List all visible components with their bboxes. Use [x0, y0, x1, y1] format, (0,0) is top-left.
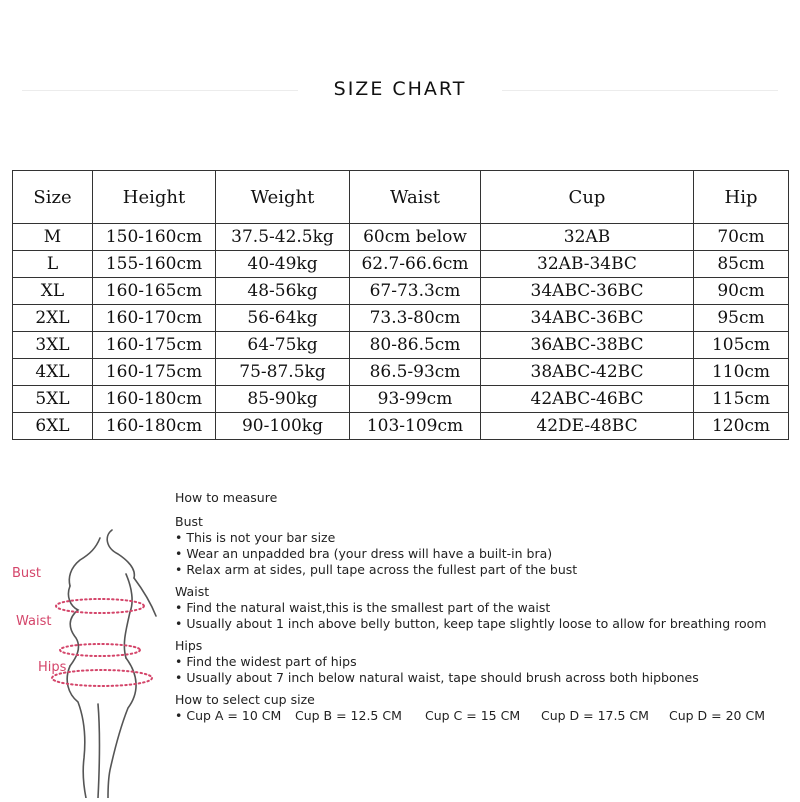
hips-label: Hips — [38, 660, 67, 675]
header-height: Height — [93, 171, 216, 224]
cell-waist: 67-73.3cm — [350, 278, 481, 305]
cup-list — [175, 708, 795, 724]
cell-waist: 62.7-66.6cm — [350, 251, 481, 278]
cell-weight: 48-56kg — [216, 278, 350, 305]
cup-heading: How to select cup size — [175, 692, 315, 707]
cup-item: Cup D = 17.5 CM — [541, 708, 649, 723]
cell-size: M — [13, 224, 93, 251]
cell-weight: 37.5-42.5kg — [216, 224, 350, 251]
title-bar — [0, 78, 800, 102]
cell-waist: 80-86.5cm — [350, 332, 481, 359]
table-row — [13, 305, 789, 332]
cell-cup: 34ABC-36BC — [481, 278, 694, 305]
cup-item: Cup D = 20 CM — [669, 708, 765, 723]
hips-heading: Hips — [175, 638, 203, 653]
cell-waist: 93-99cm — [350, 386, 481, 413]
waist-item: • Usually about 1 inch above belly button, keep tape slightly loose to allow for breathing room — [175, 616, 767, 631]
waist-item: • Find the natural waist,this is the smallest part of the waist — [175, 600, 551, 615]
cell-cup: 34ABC-36BC — [481, 305, 694, 332]
bust-item: • Wear an unpadded bra (your dress will have a built-in bra) — [175, 546, 553, 561]
cell-waist: 103-109cm — [350, 413, 481, 440]
cell-cup: 32AB-34BC — [481, 251, 694, 278]
cell-weight: 75-87.5kg — [216, 359, 350, 386]
cell-height: 150-160cm — [93, 224, 216, 251]
waist-label: Waist — [16, 614, 52, 629]
cell-weight: 85-90kg — [216, 386, 350, 413]
bust-tape — [56, 599, 144, 613]
header-hip: Hip — [694, 171, 789, 224]
cell-weight: 90-100kg — [216, 413, 350, 440]
header-weight: Weight — [216, 171, 350, 224]
table-row — [13, 413, 789, 440]
cell-height: 160-175cm — [93, 332, 216, 359]
cell-cup: 42ABC-46BC — [481, 386, 694, 413]
table-row — [13, 386, 789, 413]
cell-weight: 64-75kg — [216, 332, 350, 359]
cell-cup: 36ABC-38BC — [481, 332, 694, 359]
bust-heading: Bust — [175, 514, 203, 529]
title-divider-right — [502, 90, 778, 91]
waist-heading: Waist — [175, 584, 210, 599]
table-row — [13, 359, 789, 386]
header-cup: Cup — [481, 171, 694, 224]
table-header-row — [13, 171, 789, 224]
cell-height: 155-160cm — [93, 251, 216, 278]
cell-size: 3XL — [13, 332, 93, 359]
body-silhouette-icon — [8, 508, 168, 798]
cell-hip: 85cm — [694, 251, 789, 278]
cell-size: 4XL — [13, 359, 93, 386]
cell-waist: 73.3-80cm — [350, 305, 481, 332]
cell-cup: 38ABC-42BC — [481, 359, 694, 386]
cell-size: 5XL — [13, 386, 93, 413]
table-row — [13, 278, 789, 305]
header-size: Size — [13, 171, 93, 224]
bust-label: Bust — [12, 566, 42, 581]
waist-tape — [60, 644, 140, 656]
measure-section — [0, 490, 800, 800]
header-waist: Waist — [350, 171, 481, 224]
cell-waist: 60cm below — [350, 224, 481, 251]
measure-heading: How to measure — [175, 490, 278, 505]
cell-size: L — [13, 251, 93, 278]
cell-hip: 70cm — [694, 224, 789, 251]
cell-cup: 32AB — [481, 224, 694, 251]
cell-hip: 110cm — [694, 359, 789, 386]
cell-hip: 120cm — [694, 413, 789, 440]
cell-size: 6XL — [13, 413, 93, 440]
body-figure — [8, 508, 168, 798]
table-row — [13, 251, 789, 278]
cell-weight: 56-64kg — [216, 305, 350, 332]
page-title: SIZE CHART — [333, 78, 467, 100]
hips-item: • Find the widest part of hips — [175, 654, 357, 669]
cell-height: 160-165cm — [93, 278, 216, 305]
table-row — [13, 332, 789, 359]
size-table — [12, 170, 789, 440]
cell-height: 160-180cm — [93, 386, 216, 413]
measure-instructions — [175, 490, 795, 724]
cup-item: • Cup A = 10 CM — [175, 708, 282, 723]
cell-size: 2XL — [13, 305, 93, 332]
cell-hip: 90cm — [694, 278, 789, 305]
cell-hip: 115cm — [694, 386, 789, 413]
cell-cup: 42DE-48BC — [481, 413, 694, 440]
cell-size: XL — [13, 278, 93, 305]
bust-item: • Relax arm at sides, pull tape across the fullest part of the bust — [175, 562, 578, 577]
cell-weight: 40-49kg — [216, 251, 350, 278]
cell-height: 160-180cm — [93, 413, 216, 440]
cell-height: 160-175cm — [93, 359, 216, 386]
cell-height: 160-170cm — [93, 305, 216, 332]
bust-item: • This is not your bar size — [175, 530, 336, 545]
cell-hip: 95cm — [694, 305, 789, 332]
table-row — [13, 224, 789, 251]
hips-item: • Usually about 7 inch below natural waist, tape should brush across both hipbones — [175, 670, 699, 685]
cell-waist: 86.5-93cm — [350, 359, 481, 386]
cup-item: Cup B = 12.5 CM — [295, 708, 402, 723]
cup-item: Cup C = 15 CM — [425, 708, 521, 723]
cell-hip: 105cm — [694, 332, 789, 359]
